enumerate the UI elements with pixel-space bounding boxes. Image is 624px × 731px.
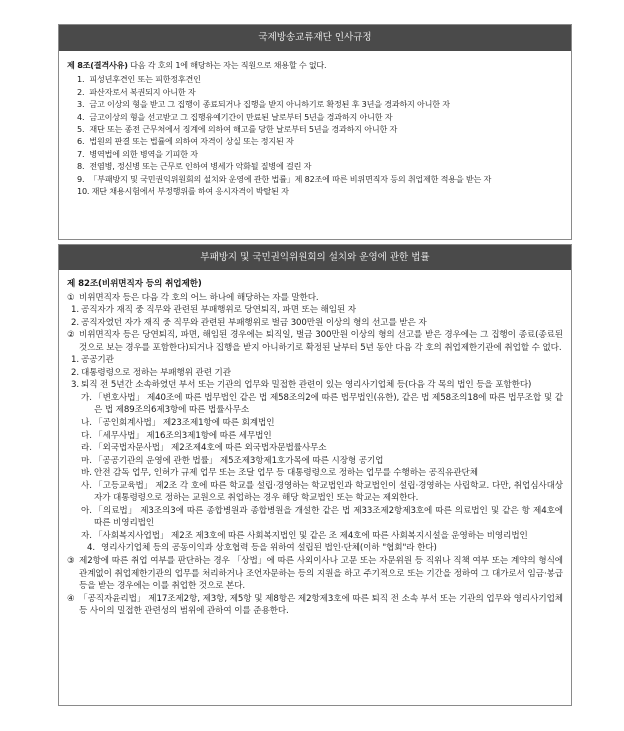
law-paragraph-mark: ③ [67,556,75,567]
law-paragraph-mark: 나. [81,418,92,429]
list-item [67,111,571,123]
law-paragraph-mark: ④ [67,593,75,604]
list-item-number: 2. [77,86,85,97]
law-paragraph-text: 「사회복지사업법」 제2조 제3호에 따른 사회복지법인 및 같은 조 제4호에 따른 사회복지시설을 운영하는 비영리법인 [94,530,528,541]
law-paragraph-mark: 자. [81,530,92,541]
law-paragraph [67,329,563,354]
law-paragraph [67,480,563,505]
law-paragraph [67,593,563,618]
list-item [67,148,571,160]
law-paragraph-text: 제2항에 따른 취업 여부를 판단하는 경우 「상법」에 따른 사외이사나 고문 또는 자문위원 등 직위나 직책 여부 또는 계약의 형식에 관계없이 취업제한기관의 업무를 처리하거나 조언자문하는 등의 지원을 하고 주기적으로 또는 기간을 정하여 그 대가로서 임금·봉급 등을 받는 경우에는 이를 취업한 것으로 본다. [79,556,563,592]
law-paragraph-text: 「공공기관의 운영에 관한 법률」 제5조제3항제1호가목에 따른 시장형 공기업 [94,455,384,466]
law-paragraph-text: 대통령령으로 정하는 부패행위 관련 기관 [81,367,231,378]
law-paragraph [67,467,563,480]
list-item-text: 재단 채용시험에서 부정행위를 하여 응시자격이 박탈된 자 [91,186,289,197]
law-paragraph-text: 「공직자윤리법」 제17조제2항, 제3항, 제5항 및 제8항은 제2항제3호에 따른 퇴직 전 소속 부서 또는 기관의 업무와 영리사기업체 등 사이의 밀접한 관련성의 범위에 관하여 이를 준용한다. [79,593,563,617]
law-paragraph-text: 비위면직자 등은 당연퇴직, 파면, 해임된 경우에는 퇴직일, 벌금 300만원 이상의 형의 선고를 받은 경우에는 그 집행이 종료(종료된 것으로 보는 경우를 포함한다)되거나 집행을 받지 아니하기로 확정된 날부터 5년 동안 다음 각 호의 취업제한기관에 취업할 수 없다. [79,330,563,353]
personnel-regulation-box [58,24,572,240]
law-paragraph [67,417,563,430]
law-paragraph [67,430,563,443]
law-paragraph-text: 「변호사법」 제40조에 따른 법무법인 같은 법 제58조의2에 따른 법무법인(유한), 같은 법 제58조의18에 따른 법무조합 및 같은 법 제89조의6제3항에 따른 법률사무소 [94,392,563,416]
law-paragraph-mark: 1. [71,355,79,366]
law-paragraph [67,317,563,330]
list-item-number: 7. [77,148,85,159]
list-item-number: 9. [77,173,85,184]
list-item-number: 3. [77,99,85,110]
law-paragraph [67,505,563,530]
list-item-number: 8. [77,161,85,172]
law-paragraph-mark: 라. [81,443,92,454]
law-paragraph-mark: 아. [81,505,92,516]
law-paragraph-mark: ① [67,292,75,303]
list-item [67,135,571,147]
law-paragraph-text: 「세무사법」 제16조의3제1항에 따른 세무법인 [94,430,272,441]
law-paragraph [67,542,563,555]
list-item-number: 6. [77,136,85,147]
law-paragraph-mark: 가. [81,392,92,403]
article-82-title: 제 82조(비위면직자 등의 취업제한) [67,279,202,289]
law-paragraph-text: 영리사기업체 등의 공동이익과 상호협력 등을 위하여 설립된 법인·단체(이하 "협회"라 한다) [101,543,437,554]
list-item-text: 피성년후견인 또는 피한정후견인 [89,74,201,85]
list-item-number: 1. [77,74,85,85]
law-paragraph-mark: 2. [71,317,79,328]
law-paragraph-text: 퇴직 전 5년간 소속하였던 부서 또는 기관의 업무와 밀접한 관련이 있는 영리사기업체 등(다음 각 목의 법인 등을 포함한다) [81,380,532,391]
law-paragraph-mark: 바. [81,468,92,479]
list-item [67,73,571,85]
disqualification-list [67,73,571,197]
list-item-text: 금고 이상의 형을 받고 그 집행이 종료되거나 집행을 받지 아니하기로 확정된 후 3년을 경과하지 아니한 자 [89,99,450,110]
law-paragraph-mark: 사. [81,480,92,491]
anti-corruption-law-box [58,244,572,706]
law-paragraph-mark: 4. [87,543,95,554]
list-item [67,86,571,98]
list-item [67,98,571,110]
list-item-text: 재단 또는 종전 근무처에서 징계에 의하여 해고를 당한 날로부터 5년을 경과하지 아니한 자 [89,124,398,135]
list-item [67,173,571,185]
article-8 [67,59,571,71]
law-paragraph-mark: 마. [81,455,92,466]
law-paragraph-text: 「의료법」 제3조의3에 따른 종합병원과 종합병원을 개설한 같은 법 제33조제2항제3호에 따른 의료법인 및 같은 항 제4호에 따른 비영리법인 [94,505,563,529]
law-paragraph [67,555,563,593]
anti-corruption-law-content [59,270,571,618]
law-paragraph [67,304,563,317]
list-item-number: 4. [77,111,85,122]
article-8-label: 제 8조(결격사유) [67,60,128,70]
law-paragraph-mark: 2. [71,367,79,378]
law-paragraph [67,367,563,380]
law-paragraph [67,392,563,417]
law-paragraph-mark: 1. [71,305,79,316]
list-item-text: 법원의 판결 또는 법률에 의하여 자격이 상실 또는 정지된 자 [89,136,294,147]
law-paragraph [67,442,563,455]
article-8-text: 다음 각 호의 1에 해당하는 자는 직원으로 채용할 수 없다. [127,60,327,70]
law-paragraph [67,292,563,305]
law-paragraph-mark: ② [67,330,75,341]
law-paragraph-text: 안전 감독 업무, 인허가 규제 업무 또는 조달 업무 등 대통령령으로 정하는 업무를 수행하는 공직유관단체 [94,468,478,479]
personnel-regulation-content [59,51,571,197]
list-item-text: 병역법에 의한 병역을 기피한 자 [89,148,198,159]
law-paragraph [67,379,563,392]
list-item-number: 10. [77,186,90,197]
list-item-text: 「부패방지 및 국민권익위원회의 설치와 운영에 관한 법률」제 82조에 따른 비위면직자 등의 취업제한 적용을 받는 자 [89,173,492,184]
law-paragraph-text: 공공기관 [81,355,114,366]
article-82-paragraphs [67,292,563,618]
list-item [67,160,571,172]
law-paragraph-text: 「외국법자문사법」 제2조제4호에 따른 외국법자문법률사무소 [94,443,327,454]
law-paragraph-text: 「고등교육법」 제2조 각 호에 따른 학교를 설립·경영하는 학교법인과 학교법인이 설립·경영하는 사립학교. 다만, 취업심사대상자가 대통령령으로 정하는 교원으로 취업하는 경우 해당 학교법인 또는 학교는 제외한다. [94,480,563,504]
law-paragraph-text: 비위면직자 등은 다음 각 호의 어느 하나에 해당하는 자를 말한다. [79,292,319,303]
law-paragraph [67,354,563,367]
list-item [67,123,571,135]
list-item [67,185,571,197]
law-paragraph [67,530,563,543]
anti-corruption-law-header: 부패방지 및 국민권익위원회의 설치와 운영에 관한 법률 [59,245,571,270]
law-paragraph-text: 「공인회계사법」 제23조제1항에 따른 회계법인 [94,418,275,429]
law-paragraph-mark: 3. [71,380,79,391]
law-paragraph-text: 공직자였던 자가 재직 중 직무와 관련된 부패행위로 벌금 300만원 이상의 형의 선고를 받은 자 [81,317,427,328]
list-item-number: 5. [77,124,85,135]
list-item-text: 전염병, 정신병 또는 근무로 인하여 병세가 악화될 질병에 걸린 자 [89,161,312,172]
law-paragraph-mark: 다. [81,430,92,441]
list-item-text: 금고이상의 형을 선고받고 그 집행유예기간이 만료된 날로부터 5년을 경과하지 아니한 자 [89,111,393,122]
law-paragraph [67,455,563,468]
list-item-text: 파산자로서 복권되지 아니한 자 [89,86,196,97]
personnel-regulation-header: 국제방송교류재단 인사규정 [59,25,571,51]
law-paragraph-text: 공직자가 재직 중 직무와 관련된 부패행위로 당연퇴직, 파면 또는 해임된 자 [81,305,356,316]
